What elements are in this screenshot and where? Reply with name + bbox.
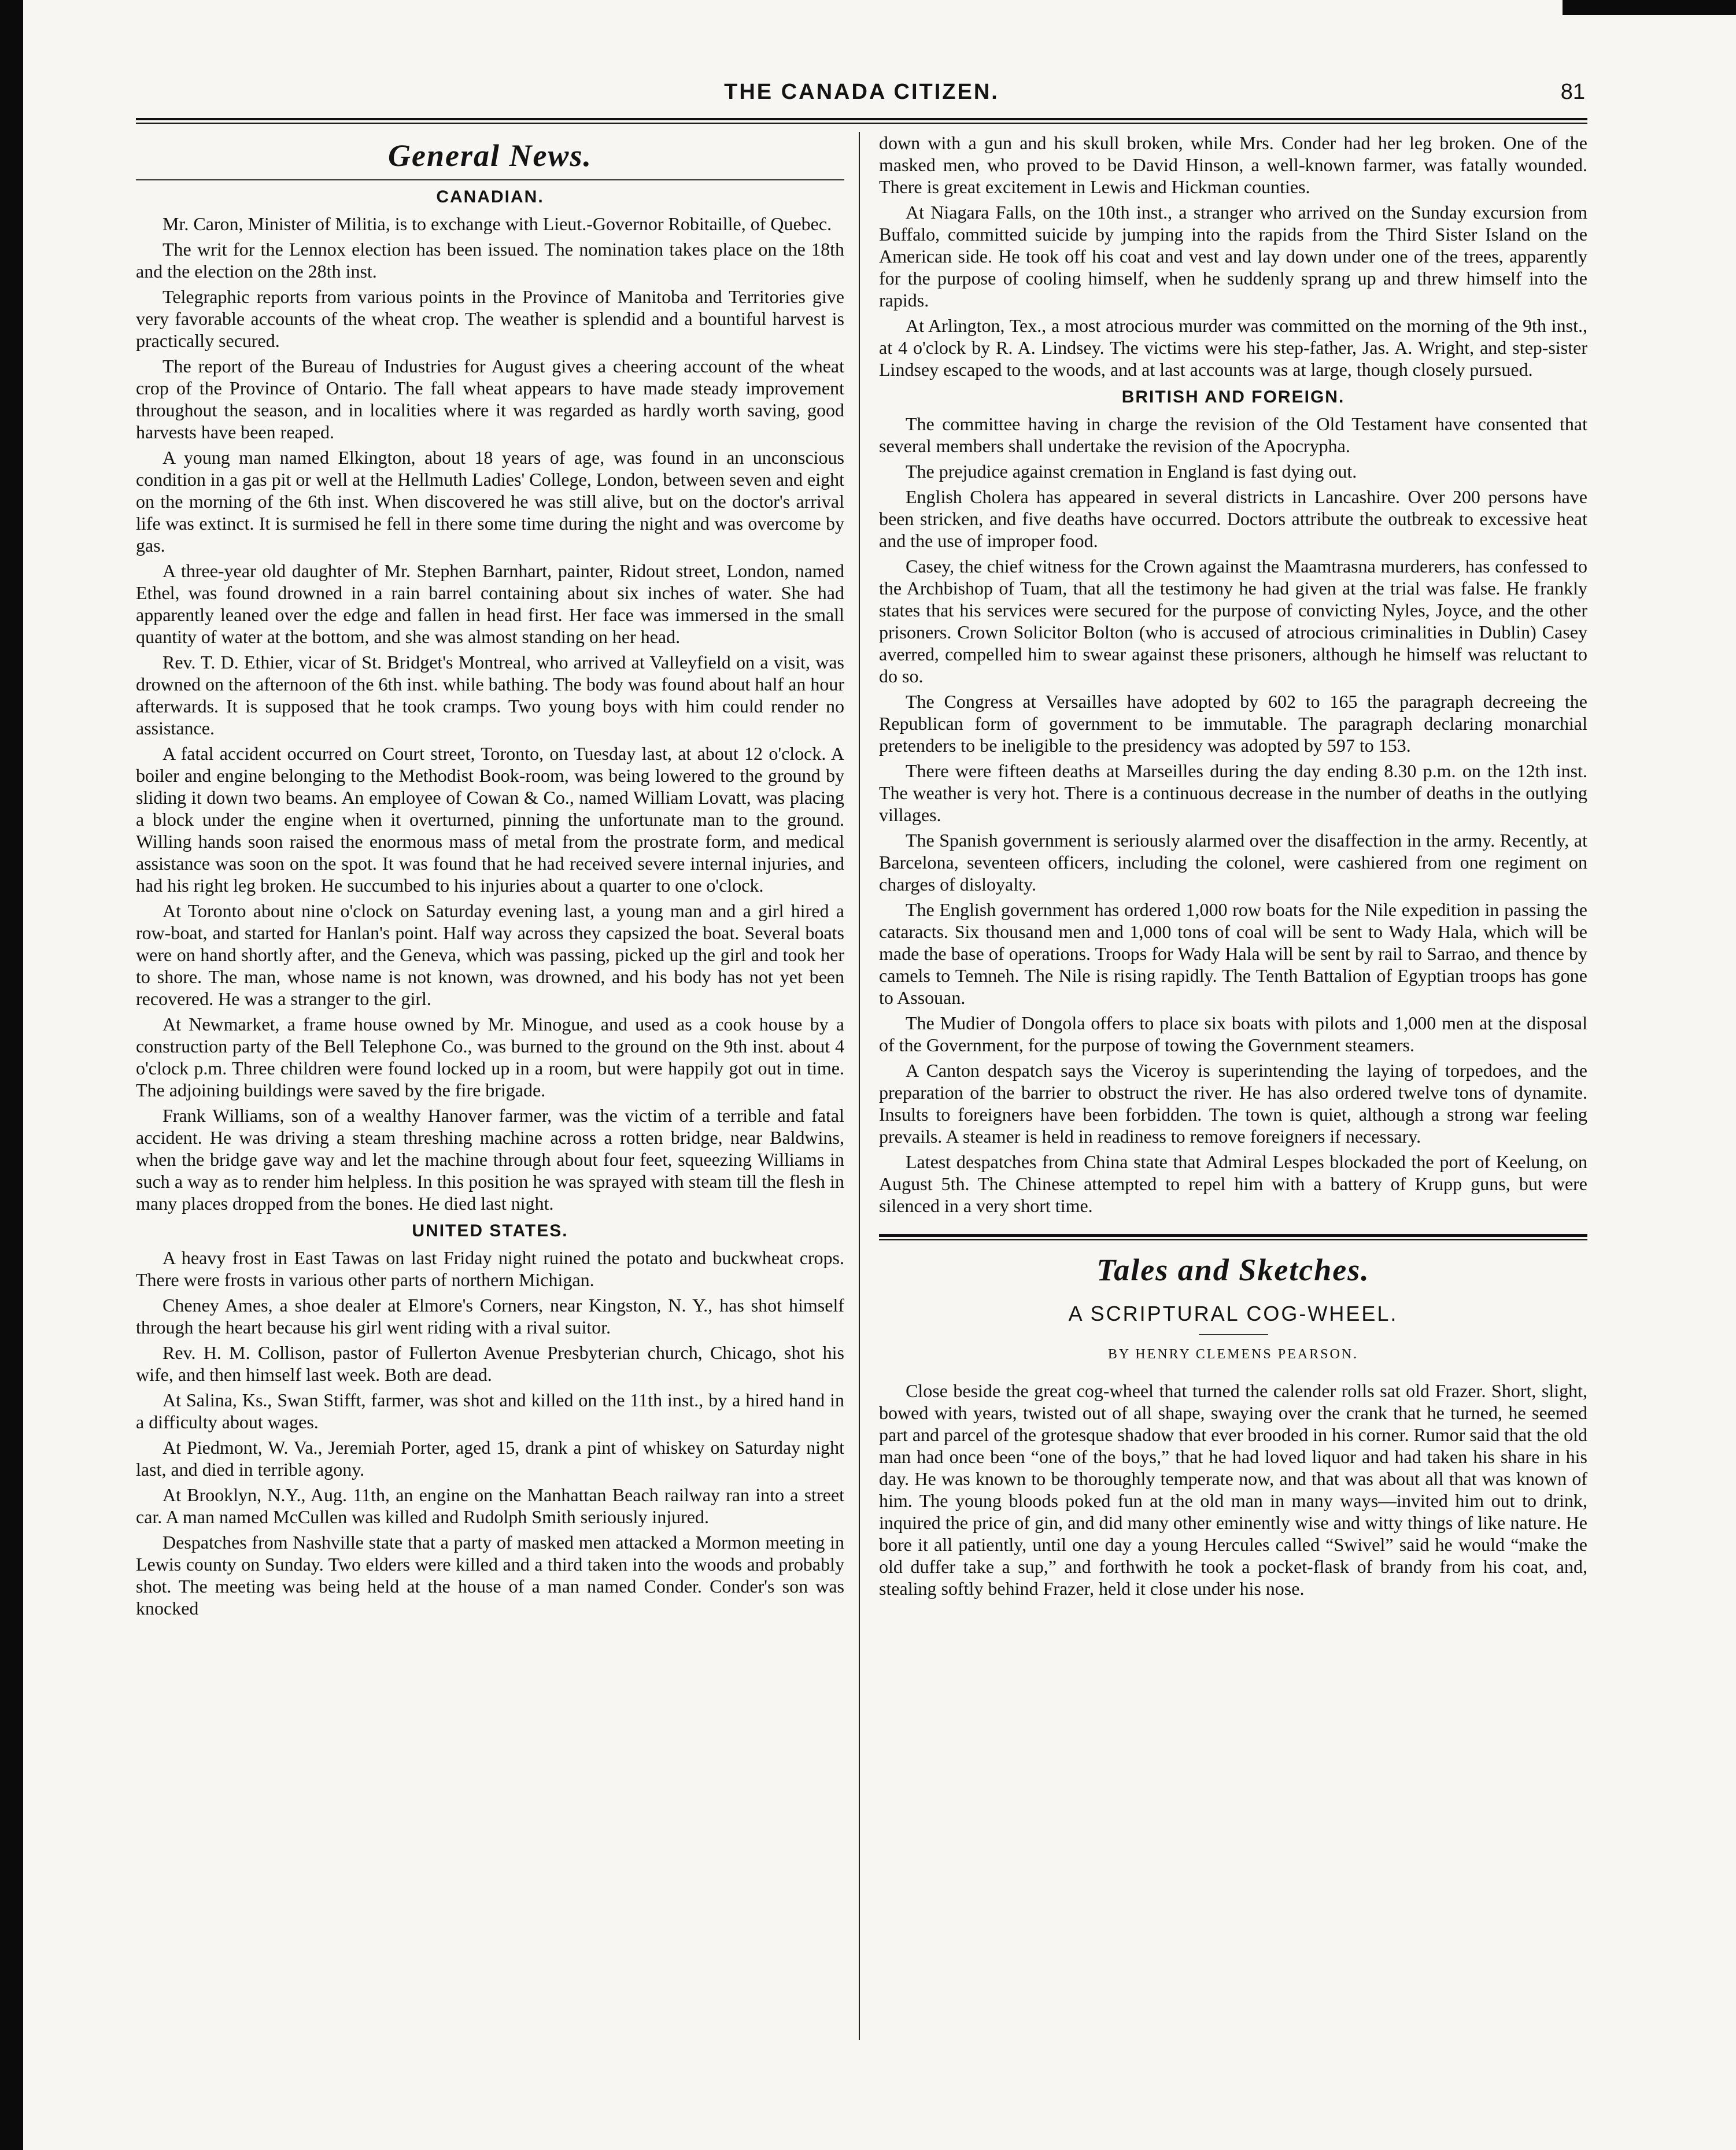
article-paragraph: At Newmarket, a frame house owned by Mr. Minogue, and used as a cook house by a construction party of the Bell Telephone Co., was burned to the ground on the 9th inst. about 4 o'clock p.m. Three children were found locked up in a room, but were happily got out in time. The adjoining buildings were saved by the fire brigade. [136, 1014, 844, 1100]
article-paragraph: At Arlington, Tex., a most atrocious murder was committed on the morning of the 9th inst., at 4 o'clock by R. A. Lindsey. The victims were his step-father, Jas. A. Wright, and step-sister Lindsey escaped to the woods, and at last accounts was at large, though closely pursued. [879, 315, 1587, 380]
article-paragraph: A fatal accident occurred on Court street, Toronto, on Tuesday last, at about 12 o'clock. A boiler and engine belonging to the Methodist Book-room, was being lowered to the ground by sliding it down two beams. An employee of Cowan & Co., named William Lovatt, was placing a block under the engine when it overturned, pinning the unfortunate man to the ground. Willing hands soon raised the enormous mass of metal from the prostrate form, and medical assistance was soon on the spot. It was found that he had received severe internal injuries, and had his right leg broken. He succumbed to his injuries about a quarter to one o'clock. [136, 743, 844, 896]
page-header [136, 75, 1587, 118]
section-title-tales: Tales and Sketches. [1096, 1253, 1370, 1287]
article-paragraph: Frank Williams, son of a wealthy Hanover farmer, was the victim of a terrible and fatal accident. He was driving a steam threshing machine across a rotten bridge, near Baldwins, when the bridge gave way and let the machine through about four feet, squeezing Williams in such a way as to render him helpless. In this position he was sprayed with steam till the flesh in many places dropped from the bones. He died last night. [136, 1105, 844, 1214]
article-paragraph: The Congress at Versailles have adopted by 602 to 165 the paragraph decreeing the Republican form of government to be immutable. The paragraph declaring monarchial pretenders to be ineligible to the presidency was adopted by 597 to 153. [879, 691, 1587, 756]
article-paragraph: Despatches from Nashville state that a party of masked men attacked a Mormon meeting in Lewis county on Sunday. Two elders were killed and a third taken into the woods and probably shot. The meeting was being held at the house of a man named Conder. Conder's son was knocked [136, 1532, 844, 1619]
article-paragraph: Rev. T. D. Ethier, vicar of St. Bridget's Montreal, who arrived at Valleyfield on a visit, was drowned on the afternoon of the 6th inst. while bathing. The body was found about half an hour afterwards. It is supposed that he took cramps. Two young boys with him could render no assistance. [136, 652, 844, 738]
article-paragraph: Mr. Caron, Minister of Militia, is to exchange with Lieut.-Governor Robitaille, of Quebec. [162, 213, 832, 234]
article-paragraph: A Canton despatch says the Viceroy is superintending the laying of torpedoes, and the preparation of the barrier to obstruct the river. He has also ordered twelve tons of dynamite. Insults to foreigners have been forbidden. The town is quiet, although a strong war feeling prevails. A steamer is held in readiness to remove foreigners if necessary. [879, 1060, 1587, 1147]
left-column [136, 132, 844, 2098]
story-paragraph: Close beside the great cog-wheel that turned the calender rolls sat old Frazer. Short, slight, bowed with years, twisted out of all shape, swaying over the crank that he turned, he seemed part and parcel of the grotesque shadow that ever brooded in his corner. Rumor said that the old man had once been “one of the boys,” that he had loved liquor and had taken his share in his day. He was known to be thoroughly temperate now, and that was about all that was known of him. The young bloods poked fun at the old man in many ways—invited him out to drink, inquired the price of gin, and did many other eminently wise and witty things of like nature. He bore it all patiently, until one day a young Hercules called “Swivel” said he would “make the old duffer take a sup,” and forthwith he took a pocket-flask of brandy from his coat, and, stealing softly behind Frazer, held it close under his nose. [879, 1380, 1587, 1599]
article-paragraph: The writ for the Lennox election has been issued. The nomination takes place on the 18th and the election on the 28th inst. [136, 239, 844, 282]
article-paragraph: Latest despatches from China state that Admiral Lespes blockaded the port of Keelung, on August 5th. The Chinese attempted to repel him with a battery of Krupp guns, but were silenced in a very short time. [879, 1151, 1587, 1216]
story-title: A SCRIPTURAL COG-WHEEL. [1068, 1302, 1398, 1325]
article-paragraph: The English government has ordered 1,000 row boats for the Nile expedition in passing the cataracts. Six thousand men and 1,000 tons of coal will be sent to Wady Hala, which will be made the base of operations. Troops for Wady Hala will be sent by rail to Sarrao, and thence by camels to Temneh. The Nile is rising rapidly. The Tenth Battalion of Egyptian troops has gone to Assouan. [879, 899, 1587, 1008]
article-paragraph: The prejudice against cremation in England is fast dying out. [906, 461, 1357, 482]
article-paragraph: There were fifteen deaths at Marseilles during the day ending 8.30 p.m. on the 12th inst. The weather is very hot. There is a continuous decrease in the number of deaths in the outlying villages. [879, 760, 1587, 825]
article-paragraph: At Salina, Ks., Swan Stifft, farmer, was shot and killed on the 11th inst., by a hired hand in a difficulty about wages. [136, 1390, 844, 1432]
article-paragraph: The Mudier of Dongola offers to place six boats with pilots and 1,000 men at the disposal of the Government, for the purpose of towing the Government steamers. [879, 1013, 1587, 1055]
article-paragraph: A heavy frost in East Tawas on last Friday night ruined the potato and buckwheat crops. There were frosts in various other parts of northern Michigan. [136, 1247, 844, 1290]
article-paragraph: The committee having in charge the revision of the Old Testament have consented that several members shall undertake the revision of the Apocrypha. [879, 413, 1587, 456]
section-title-general-news: General News. [388, 138, 592, 173]
newspaper-page [136, 75, 1587, 2111]
story-title-rule [1199, 1334, 1268, 1335]
column-divider [859, 132, 860, 2040]
page-number: 81 [1560, 80, 1585, 104]
article-paragraph: Telegraphic reports from various points in the Province of Manitoba and Territories give very favorable accounts of the wheat crop. The weather is splendid and a bountiful harvest is practically secured. [136, 286, 844, 351]
article-paragraph: At Piedmont, W. Va., Jeremiah Porter, aged 15, drank a pint of whiskey on Saturday night last, and died in terrible agony. [136, 1437, 844, 1480]
article-paragraph: At Niagara Falls, on the 10th inst., a stranger who arrived on the Sunday excursion from Buffalo, committed suicide by jumping into the rapids from the Third Sister Island on the American side. He took off his coat and vest and lay down under one of the trees, apparently for the purpose of cooling himself, when he suddenly sprang up and threw himself into the rapids. [879, 202, 1587, 311]
us-continued-articles [879, 132, 1587, 381]
header-rule [136, 118, 1587, 124]
newspaper-title: THE CANADA CITIZEN. [724, 80, 999, 104]
british-foreign-articles [879, 413, 1587, 1217]
story-body [879, 1380, 1587, 1599]
article-paragraph: At Brooklyn, N.Y., Aug. 11th, an engine on the Manhattan Beach railway ran into a street car. A man named McCullen was killed and Rudolph Smith seriously injured. [136, 1484, 844, 1527]
story-byline: BY HENRY CLEMENS PEARSON. [1107, 1347, 1359, 1362]
united-states-articles [136, 1247, 844, 1619]
tales-section-rule [879, 1234, 1587, 1240]
article-paragraph: At Toronto about nine o'clock on Saturday evening last, a young man and a girl hired a row-boat, and started for Hanlan's point. Half way across they capsized the boat. Several boats were on hand shortly after, and the Geneva, which was passing, picked up the girl and took her to shore. The man, whose name is not known, was drowned, and his body has not yet been recovered. He was a stranger to the girl. [136, 900, 844, 1009]
article-paragraph: Casey, the chief witness for the Crown against the Maamtrasna murderers, has confessed to the Archbishop of Tuam, that all the testimony he had given at the trial was false. He frankly states that his services were secured for the purpose of convicting Nyles, Joyce, and the other prisoners. Crown Solicitor Bolton (who is accused of atrocious criminalities in Dublin) Casey averred, compelled him to swear against these prisoners, although he himself was reluctant to do so. [879, 556, 1587, 686]
article-paragraph: A three-year old daughter of Mr. Stephen Barnhart, painter, Ridout street, London, named Ethel, was found drowned in a rain barrel containing about six inches of water. She had apparently leaned over the edge and fallen in head first. Her face was immersed in the small quantity of water at the bottom, and she was almost standing on her head. [136, 560, 844, 647]
section-rule [136, 179, 844, 180]
article-paragraph: down with a gun and his skull broken, while Mrs. Conder had her leg broken. One of the masked men, who proved to be David Hinson, a well-known farmer, was fatally wounded. There is great excitement in Lewis and Hickman counties. [879, 132, 1587, 197]
right-column [879, 132, 1587, 2098]
heading-united-states: UNITED STATES. [412, 1221, 568, 1240]
article-paragraph: Cheney Ames, a shoe dealer at Elmore's Corners, near Kingston, N. Y., has shot himself through the heart because his girl went riding with a rival suitor. [136, 1295, 844, 1338]
article-paragraph: The report of the Bureau of Industries for August gives a cheering account of the wheat crop of the Province of Ontario. The fall wheat appears to have made steady improvement throughout the season, and in localities where it was regarded as hardly worth saving, good harvests have been reaped. [136, 356, 844, 442]
columns [136, 132, 1587, 2098]
article-paragraph: English Cholera has appeared in several districts in Lancashire. Over 200 persons have been stricken, and five deaths have occurred. Doctors attribute the outbreak to excessive heat and the use of improper food. [879, 486, 1587, 551]
scan-border-left [0, 0, 23, 2150]
canadian-articles [136, 213, 844, 1214]
scan-border-top [1563, 0, 1736, 15]
article-paragraph: The Spanish government is seriously alarmed over the disaffection in the army. Recently, at Barcelona, seventeen officers, including the colonel, were cashiered from one regiment on charges of disloyalty. [879, 830, 1587, 895]
heading-canadian: CANADIAN. [436, 187, 544, 206]
article-paragraph: A young man named Elkington, about 18 years of age, was found in an unconscious condition in a gas pit or well at the Hellmuth Ladies' College, London, between seven and eight on the morning of the 6th inst. When discovered he was still alive, but on the doctor's arrival life was extinct. It is surmised he fell in there some time during the night and was overcome by gas. [136, 447, 844, 556]
heading-british-foreign: BRITISH AND FOREIGN. [1121, 387, 1345, 407]
article-paragraph: Rev. H. M. Collison, pastor of Fullerton Avenue Presbyterian church, Chicago, shot his wife, and then himself last week. Both are dead. [136, 1342, 844, 1385]
